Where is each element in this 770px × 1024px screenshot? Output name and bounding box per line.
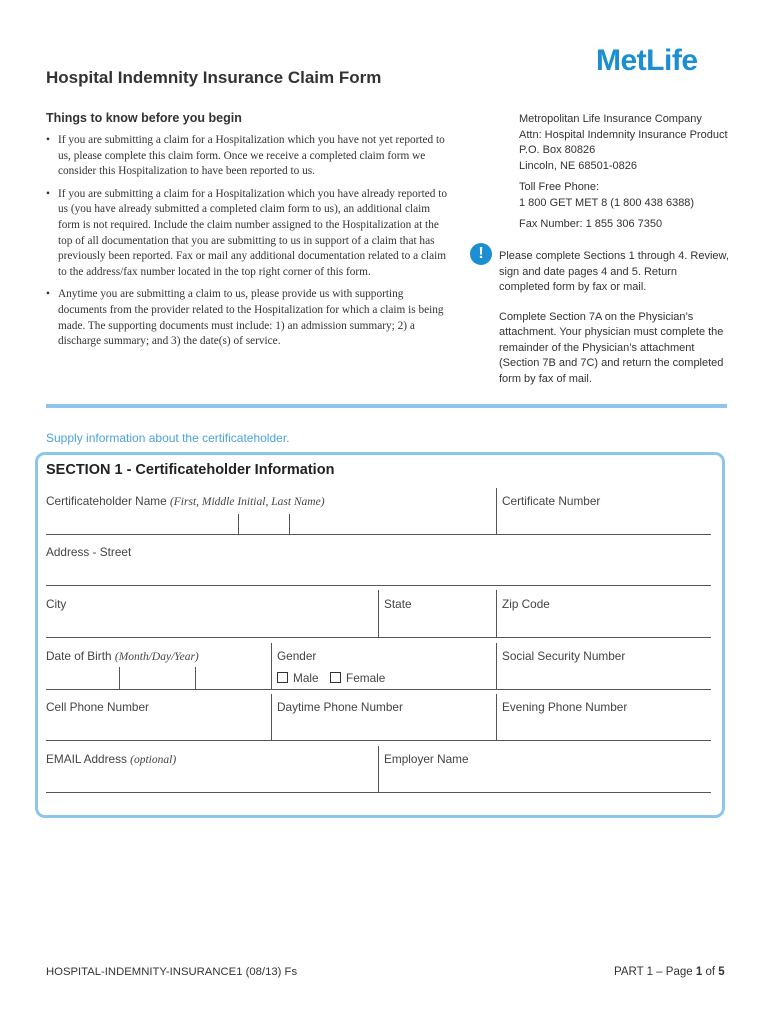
divider <box>496 694 497 740</box>
phone-number: 1 800 GET MET 8 (1 800 438 6388) <box>519 196 695 209</box>
city-field[interactable] <box>46 614 374 636</box>
evening-phone-field[interactable] <box>500 718 710 740</box>
intro-bullet <box>46 133 451 180</box>
address-street-field[interactable] <box>46 563 711 585</box>
bullet-icon: • <box>46 134 50 146</box>
female-checkbox[interactable] <box>330 672 341 683</box>
gender-male-option[interactable]: Male <box>277 671 319 685</box>
field-line <box>46 792 711 793</box>
page-indicator: PART 1 – Page 1 of 5 <box>614 966 725 978</box>
name-field[interactable] <box>46 512 491 534</box>
company-name: Metropolitan Life Insurance Company <box>519 113 702 125</box>
certificate-label: Certificate Number <box>502 494 601 508</box>
daytime-phone-field[interactable] <box>276 718 492 740</box>
name-label: Certificateholder Name (First, Middle Initial, Last Name) <box>46 494 325 508</box>
employer-name-field[interactable] <box>382 770 710 792</box>
notice-text-1: Please complete Sections 1 through 4. Review, sign and date pages 4 and 5. Return completed form by fax or mail. <box>499 250 729 293</box>
section-divider <box>46 404 727 408</box>
current-page: 1 <box>695 966 703 978</box>
cell-phone-label: Cell Phone Number <box>46 700 149 714</box>
bullet-icon: • <box>46 288 50 301</box>
exclamation-icon: ! <box>470 243 492 265</box>
field-line <box>46 585 711 586</box>
intro-bullet <box>46 287 451 349</box>
notice-text-2: Complete Section 7A on the Physician’s attachment. Your physician must complete the remainder of the Physician’s attachment (Section 7B and 7C) and return the completed form by fax of mail. <box>499 310 724 385</box>
intro-bullet-list <box>46 133 451 357</box>
zip-label: Zip Code <box>502 597 550 611</box>
total-pages: 5 <box>718 966 725 978</box>
male-checkbox[interactable] <box>277 672 288 683</box>
divider <box>496 488 497 534</box>
gender-female-option[interactable]: Female <box>330 671 385 685</box>
dob-label: Date of Birth (Month/Day/Year) <box>46 649 199 663</box>
phone-label: Toll Free Phone: <box>519 181 600 193</box>
bullet-icon: • <box>46 187 50 200</box>
gender-label: Gender <box>277 649 317 663</box>
divider <box>271 643 272 689</box>
ssn-field[interactable] <box>500 667 710 689</box>
intro-bullet-text: If you are submitting a claim for a Hospitalization which you have not yet reported to us, please complete this claim form. Once we receive a completed claim form we consider this Hospitalization to have been reported to us. <box>58 134 445 178</box>
intro-bullet-text: If you are submitting a claim for a Hospitalization which you have already reported to us (you have already submitted a completed claim form to us), an additional claim form is not required. Include the claim number assigned to the Hospitalization at the top of all documentation that you are submitting to us in support of a claim that has previously been reported. Fax or mail any additional documentation related to a claim to the address/fax number located in the top right corner of this form. <box>58 187 447 278</box>
evening-phone-label: Evening Phone Number <box>502 700 628 714</box>
field-line <box>46 740 711 741</box>
field-line <box>46 689 711 690</box>
divider <box>378 746 379 792</box>
city-label: City <box>46 597 67 611</box>
date-of-birth-field[interactable] <box>46 667 266 689</box>
certificate-number-field[interactable] <box>500 512 710 534</box>
form-id: HOSPITAL-INDEMNITY-INSURANCE1 (08/13) Fs <box>46 966 298 978</box>
email-field[interactable] <box>46 770 374 792</box>
divider <box>378 590 379 637</box>
daytime-phone-label: Daytime Phone Number <box>277 700 403 714</box>
metlife-logo: MetLife <box>596 44 698 77</box>
section-1-title: SECTION 1 - Certificateholder Information <box>46 462 335 478</box>
intro-heading: Things to know before you begin <box>46 111 242 125</box>
fax-number: Fax Number: 1 855 306 7350 <box>519 218 663 230</box>
state-label: State <box>384 597 412 611</box>
address-label: Address - Street <box>46 545 132 559</box>
attention-line: Attn: Hospital Indemnity Insurance Product <box>519 128 728 141</box>
state-field[interactable] <box>382 614 492 636</box>
field-line <box>46 534 711 535</box>
divider <box>496 590 497 637</box>
email-label: EMAIL Address (optional) <box>46 752 177 766</box>
intro-bullet <box>46 187 451 281</box>
city-state-zip: Lincoln, NE 68501-0826 <box>519 159 638 172</box>
divider <box>271 694 272 740</box>
zip-code-field[interactable] <box>500 614 710 636</box>
intro-bullet-text: Anytime you are submitting a claim to us, please provide us with supporting documents from the provider related to the Hospitalization for which a claim is being made. The supporting documents must include: 1) an admission summary; 2) a discharge summary; and 3) the date(s) of service. <box>58 288 444 348</box>
field-line <box>46 637 711 638</box>
supply-instruction: Supply information about the certificateholder. <box>46 431 290 445</box>
employer-label: Employer Name <box>384 752 469 766</box>
cell-phone-field[interactable] <box>46 718 266 740</box>
divider <box>496 643 497 689</box>
po-box: P.O. Box 80826 <box>519 144 596 156</box>
page-title: Hospital Indemnity Insurance Claim Form <box>46 68 382 87</box>
ssn-label: Social Security Number <box>502 649 626 663</box>
instructions-notice <box>499 249 729 401</box>
mailing-address <box>519 112 739 233</box>
